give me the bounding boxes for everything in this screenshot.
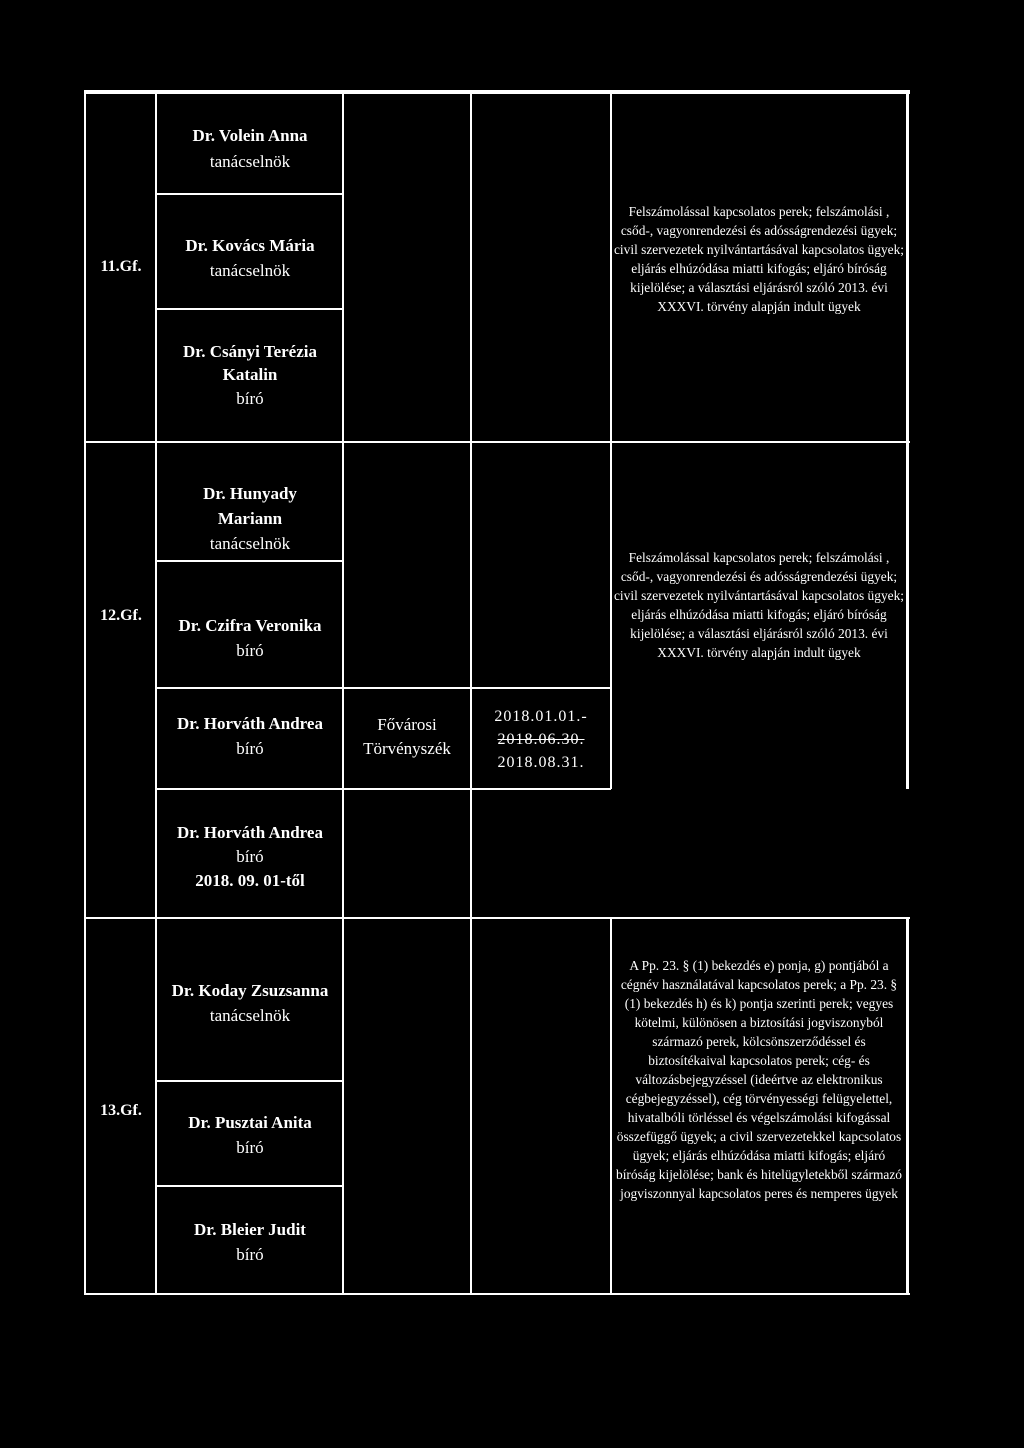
grid-line xyxy=(470,92,472,442)
judge-role: bíró xyxy=(236,1245,264,1264)
case-description: Felszámolással kapcsolatos perek; felszámolási , csőd-, vagyonrendezési és adósságrendezési ügyek; civil szervezetek nyilvántartásával kapcsolatos ügyek; eljárás elhúzódása miatti kifogás; eljáró bíróság kijelölése; a választási eljárásról szóló 2013. évi XXXVI. törvény alapján indult ügyek xyxy=(613,550,905,660)
judge-role: tanácselnök xyxy=(209,1006,291,1025)
grid-line xyxy=(84,441,910,443)
grid-line xyxy=(470,917,472,1295)
grid-line xyxy=(155,308,343,310)
judge-role: bíró xyxy=(236,1138,264,1157)
grid-line xyxy=(155,1080,343,1082)
judge-role: bíró xyxy=(236,739,264,758)
case-description: Felszámolással kapcsolatos perek; felszámolási , csőd-, vagyonrendezési és adósságrendezési ügyek; civil szervezetek nyilvántartásával kapcsolatos ügyek; eljárás elhúzódása miatti kifogás; eljáró bíróság kijelölése; a választási eljárásról szóló 2013. évi XXXVI. törvény alapján indult ügyek xyxy=(613,204,905,314)
grid-line xyxy=(84,917,910,919)
grid-line xyxy=(84,441,86,918)
judge-name: Mariann xyxy=(217,509,283,528)
judge-name: Dr. Kovács Mária xyxy=(185,236,315,255)
judge-name: Dr. Bleier Judit xyxy=(194,1220,306,1239)
grid-line xyxy=(906,917,909,1295)
grid-line xyxy=(155,788,611,790)
judge-role: tanácselnök xyxy=(209,261,291,280)
judge-role: bíró xyxy=(236,641,264,660)
period-end: 2018.08.31. xyxy=(497,754,585,771)
section-code: 13.Gf. xyxy=(100,1102,142,1119)
grid-line xyxy=(155,193,343,195)
grid-line xyxy=(906,441,909,789)
judge-name: Dr. Hunyady xyxy=(203,484,297,503)
grid-line xyxy=(84,1293,910,1295)
section-code: 11.Gf. xyxy=(100,258,142,275)
grid-line xyxy=(155,1185,343,1187)
grid-line xyxy=(155,560,343,562)
judge-name: Dr. Koday Zsuzsanna xyxy=(171,981,329,1000)
judge-role: bíró xyxy=(236,389,264,408)
judge-role: tanácselnök xyxy=(209,534,291,553)
judge-role: tanácselnök xyxy=(209,152,291,171)
case-description: A Pp. 23. § (1) bekezdés e) ponja, g) pontjából a cégnév használatával kapcsolatos perek; a Pp. 23. § (1) bekezdés h) és k) pontja szerinti perek; vegyes kötelmi, különösen a biztosítási jogviszonyból származó perek, kölcsönszerződéssel és biztosítékaival kapcsolatos perek; cég- és változásbejegyzéssel (ideértve az elektronikus cégbejegyzéssel), cég törvényességi felügyelettel, hivatalbóli törléssel és végelszámolási kifogással összefüggő ügyek; a civil szervezetekkel kapcsolatos ügyek; eljárás elhúzódása miatti kifogás; eljáró bíróság kijelölése; bank és hitelügyletekből származó jogviszonnyal kapcsolatos peres és nemperes ügyek xyxy=(616,958,902,1201)
judge-note: 2018. 09. 01-től xyxy=(195,871,305,890)
court-name: Fővárosi xyxy=(377,715,437,734)
judge-name: Katalin xyxy=(222,365,278,384)
judge-name: Dr. Csányi Terézia xyxy=(183,342,317,361)
period-start: 2018.01.01.- xyxy=(494,708,588,725)
judge-name: Dr. Volein Anna xyxy=(192,126,308,145)
judge-role: bíró xyxy=(236,847,264,866)
grid-line xyxy=(906,92,909,442)
grid-line xyxy=(470,441,472,918)
section-code: 12.Gf. xyxy=(100,607,142,624)
grid-line xyxy=(84,90,910,94)
court-name: Törvényszék xyxy=(363,739,451,758)
judge-name: Dr. Czifra Veronika xyxy=(178,616,322,635)
judge-name: Dr. Horváth Andrea xyxy=(177,714,323,733)
period-struck: 2018.06.30. xyxy=(497,731,585,748)
grid-line xyxy=(155,687,611,689)
judge-name: Dr. Pusztai Anita xyxy=(188,1113,312,1132)
judge-name: Dr. Horváth Andrea xyxy=(177,823,323,842)
